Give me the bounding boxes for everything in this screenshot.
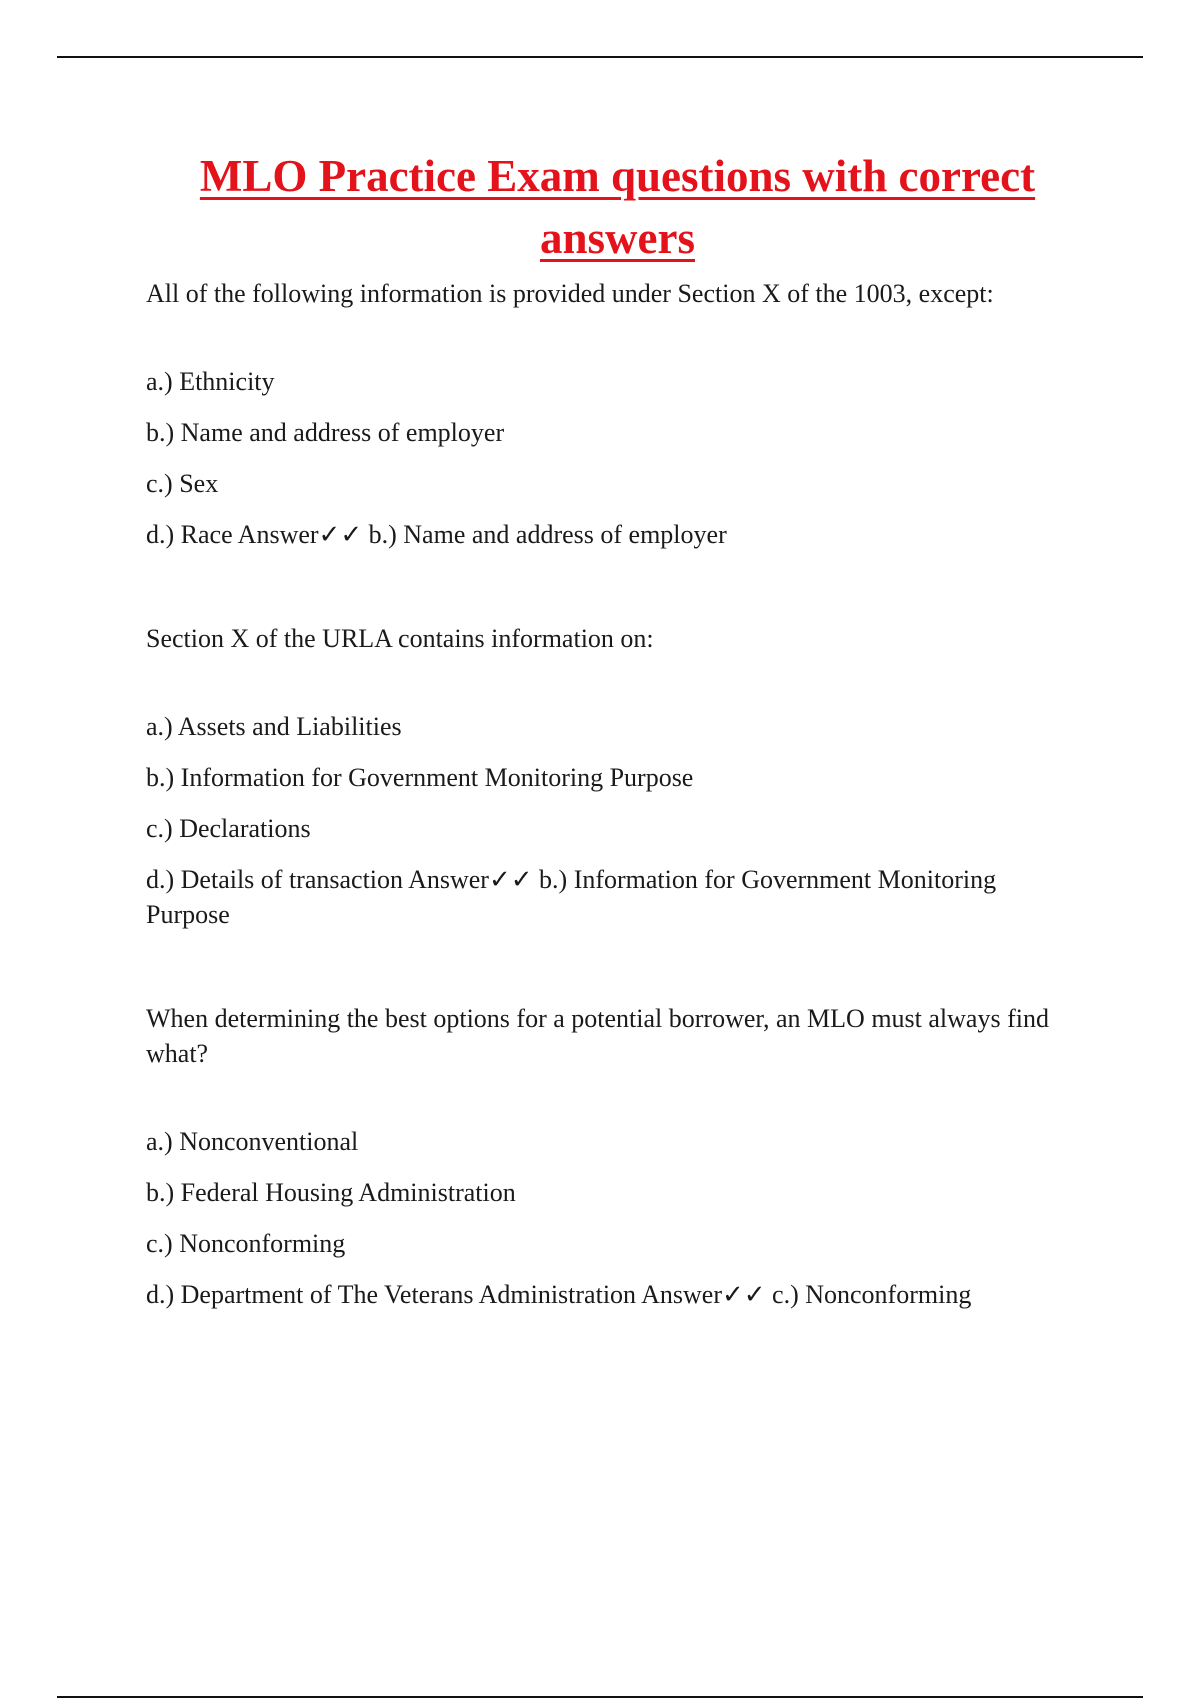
answer-options	[146, 709, 1086, 932]
header-rule	[57, 56, 1143, 58]
question-prompt: All of the following information is provided under Section X of the 1003, except:	[146, 279, 994, 308]
question-prompt: Section X of the URLA contains information on:	[146, 624, 654, 653]
answer-option: a.) Ethnicity	[146, 367, 275, 396]
question-list	[146, 276, 1086, 1312]
answer-options	[146, 364, 1086, 552]
answer-option: c.) Declarations	[146, 814, 311, 843]
question-block-3	[146, 1001, 1086, 1312]
answer-option: b.) Name and address of employer	[146, 418, 505, 447]
answer-option-with-answer: d.) Department of The Veterans Administration Answer✓✓ c.) Nonconforming	[146, 1280, 972, 1309]
answer-option: b.) Information for Government Monitoring Purpose	[146, 763, 694, 792]
answer-option-with-answer: d.) Race Answer✓✓ b.) Name and address of employer	[146, 520, 727, 549]
answer-option: b.) Federal Housing Administration	[146, 1178, 516, 1207]
answer-option: a.) Assets and Liabilities	[146, 712, 402, 741]
footer-rule	[57, 1696, 1143, 1698]
question-block-2	[146, 621, 1086, 932]
answer-option: a.) Nonconventional	[146, 1127, 359, 1156]
answer-option-with-answer: d.) Details of transaction Answer✓✓ b.) Information for Government Monitoring Purpose	[146, 865, 997, 929]
answer-option: c.) Sex	[146, 469, 219, 498]
question-block-1	[146, 276, 1086, 552]
question-prompt: When determining the best options for a potential borrower, an MLO must always find what?	[146, 1004, 1049, 1068]
answer-option: c.) Nonconforming	[146, 1229, 346, 1258]
page-title: MLO Practice Exam questions with correct answers	[199, 151, 1036, 263]
answer-options	[146, 1124, 1086, 1312]
